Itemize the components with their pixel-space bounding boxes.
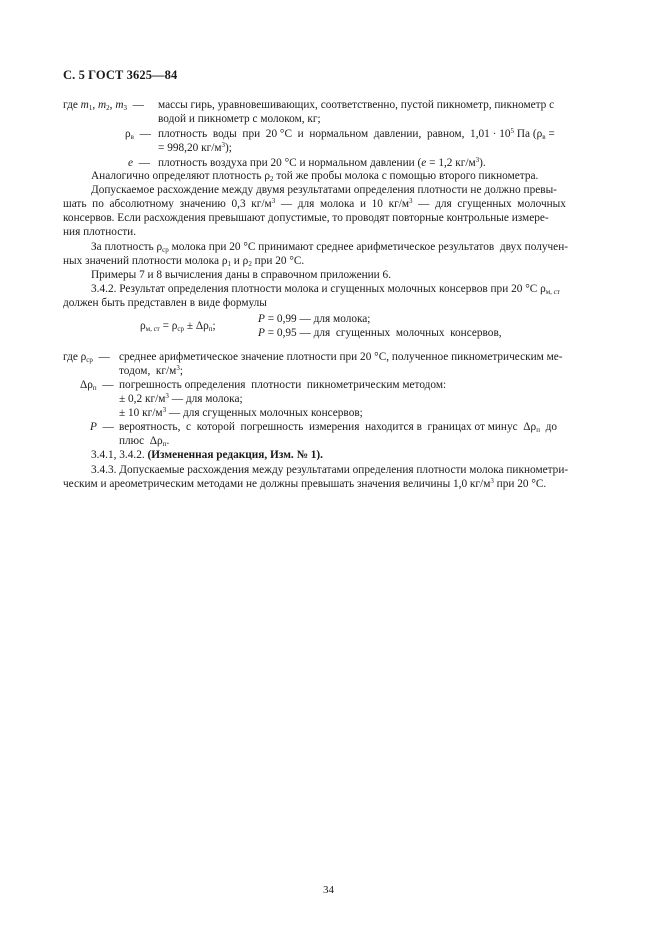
amendment-bold: (Измененная редакция, Изм. № 1). (147, 449, 323, 461)
def-delta-rho-line2: ± 0,2 $кг/м^3$ — для молока; (119, 392, 243, 405)
def-rho-v-symbol: $\rho_в$ — (125, 128, 151, 141)
where-label-2: где $\rho_{ср}$ — (63, 351, 110, 364)
para-discrepancy-l1: 3.4.3. Допускаемые расхождения между результатами определения плотности молока пикнометри- (91, 464, 569, 476)
def-m-line1: массы гирь, уравновешивающих, соответственно, пустой пикнометр, пикнометр с (158, 99, 555, 111)
para-tolerance-l4: ния плотности. (63, 226, 137, 238)
where-label-1: где $m_1$, $m_2$, $m_3$ — (63, 99, 144, 112)
def-m-line2: водой и пикнометр с молоком, кг; (158, 113, 321, 125)
def-p-line1: вероятность, с которой погрешность измерения находится в границах от минус $\Delta\rho_п$ до (119, 421, 557, 434)
para-mean-l2: ных значений плотности молока $\rho_1$ и $\rho_2$ при 20 °С. (63, 255, 305, 268)
def-e-line1: плотность воздуха при 20 °С и нормальном давлении (e = 1,2 $кг/м^3$). (158, 156, 486, 169)
para-result-l1: 3.4.2. Результат определения плотности молока и сгущенных молочных консервов при 20 °С $\rho_{м, ст}$ (91, 283, 560, 296)
para-tolerance-l3: консервов. Если расхождения превышают допустимые, то проводят повторные контрольные измере- (63, 212, 549, 224)
def-delta-rho-line3: ± 10 $кг/м^3$ — для сгущенных молочных консервов; (119, 406, 363, 419)
def-p-symbol: P — (90, 421, 114, 433)
def-rho-sr-line2: тодом, $кг/м^3$; (119, 364, 183, 377)
formula-p2: P = 0,95 — для сгущенных молочных консервов, (258, 327, 502, 339)
para-analog: Аналогично определяют плотность $\rho_2$ той же пробы молока с помощью второго пикнометра. (91, 170, 539, 183)
amendment-note (91, 448, 323, 462)
formula-p1: P = 0,99 — для молока; (258, 313, 371, 325)
para-result-l2: должен быть представлен в виде формулы (63, 297, 267, 309)
def-rho-v-line2: = 998,20 $кг/м^3$); (158, 141, 232, 154)
def-p-line2: плюс $\Delta\rho_п$. (119, 435, 170, 448)
para-discrepancy-l2: ческим и ареометрическим методами не должны превышать значения величины 1,0 $кг/м^3$ при 20 °С. (63, 477, 547, 490)
page-number: 34 (323, 884, 334, 896)
amendment-prefix: 3.4.1, 3.4.2. (91, 449, 145, 461)
def-delta-rho-symbol: $\Delta\rho_п$ — (80, 379, 114, 392)
formula-lhs: $\rho_{м, ст} = \rho_{ср} \pm \Delta\rho_п$; (140, 320, 216, 333)
para-tolerance-l1: Допускаемое расхождение между двумя результатами определения плотности не должно превы- (91, 184, 557, 196)
para-examples: Примеры 7 и 8 вычисления даны в справочном приложении 6. (91, 269, 392, 281)
def-e-symbol: e — (128, 157, 150, 169)
def-rho-sr-line1: среднее арифметическое значение плотности при 20 °С, полученное пикнометрическим ме- (119, 351, 563, 363)
def-delta-rho-line1: погрешность определения плотности пикнометрическим методом: (119, 379, 447, 391)
para-tolerance-l2: шать по абсолютному значению 0,3 $кг/м^3$ — для молока и 10 $кг/м^3$ — для сгущенных молочных (63, 197, 566, 210)
para-mean-l1: За плотность $\rho_{ср}$ молока при 20 °С принимают среднее арифметическое результатов двух получен- (91, 241, 569, 254)
page-header: С. 5 ГОСТ 3625—84 (63, 68, 178, 82)
def-rho-v-line1: плотность воды при 20 °С и нормальном давлении, равном, $1,01 \cdot 10^5$ Па ($\rho_в$ = (158, 127, 555, 141)
